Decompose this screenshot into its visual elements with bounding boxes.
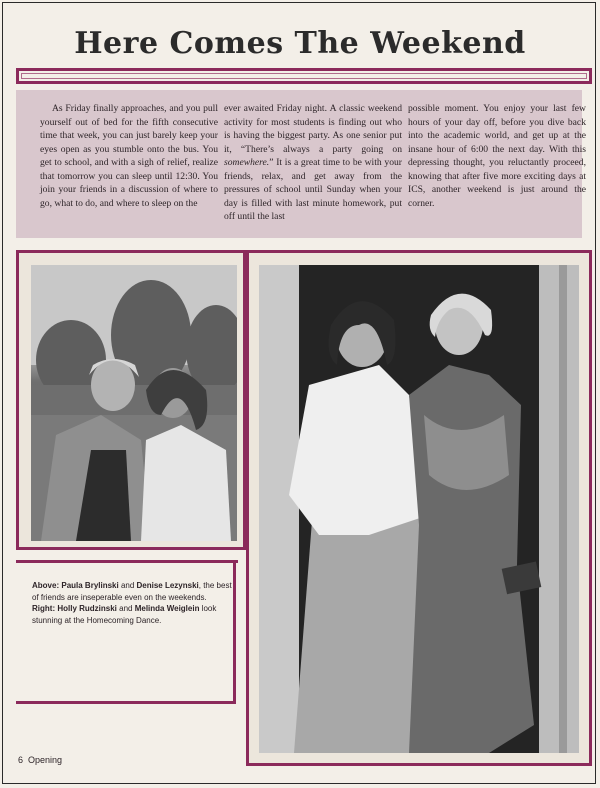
body-column-1: As Friday finally approaches, and you pull yourself out of bed for the fifth consecutive time that week, you can just barely keep your eyes open as you stumble onto the bus. You get to school, and with a sigh of relief, realize that tomorrow you can sleep until 12:30. You join your friends in a discussion of where to go, what to do, and where to sleep on the bbox=[40, 103, 218, 209]
photo-two-friends bbox=[31, 265, 237, 541]
photo-two-friends-illustration bbox=[31, 265, 237, 541]
caption-text-2: look stunning at the Homecoming Dance. bbox=[32, 604, 217, 625]
body-column-3: possible moment. You enjoy your last few hours of your day off, before you dive back into the academic world, and get up at the insane hour of 6:00 the next day. With this depressing thought, you reluctantly proceed, knowing that after five more exciting days at ICS, another weekend is just around the corner. bbox=[408, 103, 586, 209]
caption-text-1: , the best of friends are inseperable even on the weekends. bbox=[32, 581, 232, 602]
folio-section: Opening bbox=[28, 755, 63, 765]
folio-number: 6 bbox=[18, 755, 24, 765]
caption-name-2: Denise Lezynski bbox=[136, 581, 199, 590]
title-rule bbox=[16, 68, 592, 84]
body-column-2-part-a: ever awaited Friday night. A classic weekend activity for most students is finding out who is having the biggest party. As one senior put it, “There’s always a party going on bbox=[224, 103, 402, 155]
caption-and-2: and bbox=[116, 604, 135, 613]
body-column-2-emphasis: somewhere. bbox=[224, 157, 270, 168]
page-folio bbox=[18, 755, 62, 765]
caption-and-1: and bbox=[118, 581, 137, 590]
photo-homecoming-dance bbox=[259, 265, 579, 753]
photo-frame-right bbox=[246, 250, 592, 766]
caption-name-1: Paula Brylinski bbox=[61, 581, 119, 590]
body-column-2-part-b: ” It is a great time to be with your friends, relax, and get away from the pressures of school until Sunday when your day is filled with last minute homework, put off until the last bbox=[224, 157, 402, 222]
page-title: Here Comes The Weekend bbox=[74, 26, 526, 61]
caption-name-3: Holly Rudzinski bbox=[57, 604, 117, 613]
caption-name-4: Melinda Weiglein bbox=[134, 604, 200, 613]
body-text-box bbox=[16, 90, 586, 238]
photo-caption bbox=[32, 580, 232, 626]
photo-homecoming-illustration bbox=[259, 265, 579, 753]
photo-frame-left bbox=[16, 250, 246, 550]
caption-label-above: Above: bbox=[32, 581, 60, 590]
caption-label-right: Right: bbox=[32, 604, 56, 613]
body-column-2 bbox=[224, 102, 402, 224]
